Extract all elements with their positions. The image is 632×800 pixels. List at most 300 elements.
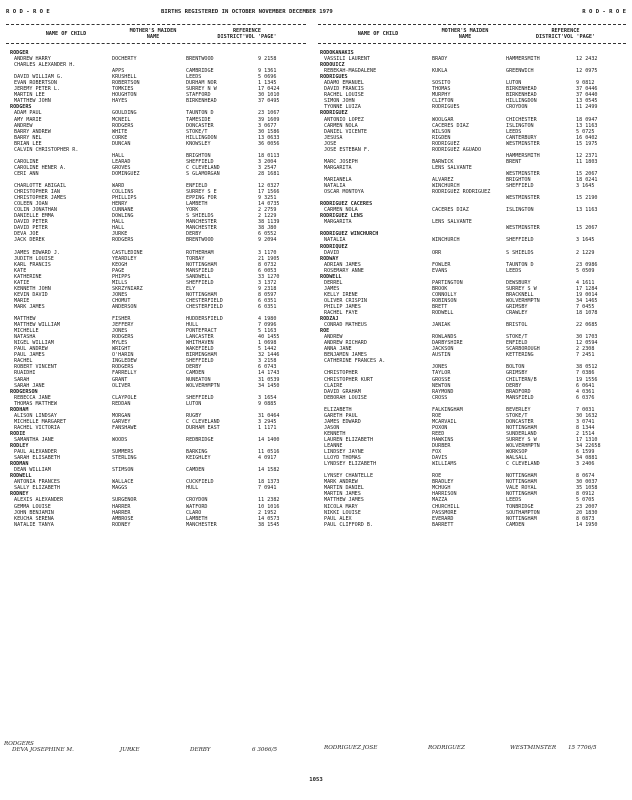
vol-page: 35 1058 [576,485,598,492]
col-reference: REFERENCE [551,28,580,34]
vol-page: 37 0440 [576,92,598,99]
vol-page: 39 1609 [258,116,280,123]
mothers-maiden-name: CLAYPOLE [112,394,137,401]
mothers-maiden-name: RIGDEN [432,134,451,141]
child-name: RODRIQUEZ [320,243,348,250]
child-name: KEUCHA SERENA [14,515,54,522]
child-name: KATIE [14,279,30,286]
mothers-maiden-name: HAWKINS [432,437,454,443]
mothers-maiden-name: JURKE [112,231,128,238]
child-name: NATALIA [324,183,346,190]
mothers-maiden-name: AUSTIN [432,352,451,359]
mothers-maiden-name: DAVIS [432,455,448,462]
vol-page: 30 1586 [258,128,280,135]
vol-page: 6 0351 [258,303,277,310]
vol-page: 22 0685 [576,322,598,329]
district: HULL [186,322,199,329]
child-name: PAUL ANDREW [14,346,48,353]
district: WORKSOP [506,449,528,456]
child-name: ANDREW HARRY [14,56,51,63]
vol-page: 38 0512 [576,364,598,371]
handwritten-right-entry [318,741,628,761]
vol-page: 38 1139 [258,219,280,226]
district: WESTMINSTER [506,140,540,147]
mothers-maiden-name: CUNNANE [112,207,134,214]
district: NUNEATON [186,376,211,383]
mothers-maiden-name: FANSHAWE [112,424,137,431]
mothers-maiden-name: EVANS [432,267,448,274]
mothers-maiden-name: SUMMERS [112,449,134,456]
vol-page: 3 1170 [258,249,277,256]
district: HILLINGDON [506,98,537,105]
child-name: RODNEY [10,491,29,498]
district: CHICHESTER [506,116,537,123]
vol-page: 8 0912 [576,491,595,498]
vol-page: 8 0597 [258,291,277,298]
child-name: JOSE ESTEBAN F. [324,146,371,153]
vol-page: 34 0881 [576,455,598,462]
mothers-maiden-name: ANDERSON [112,303,137,310]
vol-page: 10 1016 [258,503,280,510]
district: MANCHESTER [186,521,217,528]
mothers-maiden-name: RODRIGUEZ RODRIGUEZ [432,189,491,196]
child-name: REBECCA JANE [14,394,51,401]
district: STOKE/T [506,412,528,419]
district: SOUTHAMPTON [506,509,540,516]
child-name: DAVID PETER [14,219,48,226]
district: NOTTINGHAM [506,479,537,486]
vol-page: 2 2308 [576,346,595,353]
mothers-maiden-name: ROBINSON [432,297,457,304]
district: CHESTERFIELD [186,297,223,304]
child-name: KENNETH [324,430,346,437]
child-name: CARMEN NOLA [324,122,358,129]
vol-page: 1 1345 [258,80,277,87]
vol-page: 9 3251 [258,195,277,202]
child-name: NATALIA [324,237,346,244]
vol-page: 5 1163 [258,328,277,335]
mothers-maiden-name: PARTINGTON [432,279,463,286]
vol-page: 30 1703 [576,334,598,341]
mothers-maiden-name: MILLS [112,279,128,286]
vol-page: 18 0241 [576,176,598,183]
mothers-maiden-name: JONES [112,328,128,335]
mothers-maiden-name: TOMKIES [112,86,134,93]
vol-page: 37 0446 [576,86,598,93]
vol-page: 34 22658 [576,443,601,450]
vol-page: 6 0053 [258,267,277,274]
mothers-maiden-name: ROBERTSON [112,80,140,87]
child-name: LLOYD THOMAS [324,455,361,462]
vol-page: 3 1654 [258,394,277,401]
mothers-maiden-name: WINCHURCH [432,237,460,244]
district: LUTON [186,400,202,407]
mothers-maiden-name: RODGERS [112,237,134,244]
vol-page: 32 1446 [258,352,280,359]
child-name: RODRIGUEZ CACERES [320,201,373,208]
vol-page: 20 1830 [576,509,598,516]
district: STAFFORD [186,92,211,99]
district: DONCASTER [186,122,214,129]
child-name: RODOUICZ [320,62,345,69]
child-name: CHRISTOPHER KURT [324,376,374,383]
vol-page: 6 0743 [258,364,277,371]
vol-page: 3 2945 [258,418,277,425]
mothers-maiden-name: REED [432,430,445,437]
child-name: DAVID WILLIAM G. [14,74,64,81]
right-column-header [318,24,626,44]
hand-ref: 6 3066/5 [252,747,278,753]
left-entries-column [10,50,310,528]
district: WALSALL [506,455,528,462]
mothers-maiden-name: GROSSE [432,376,451,383]
district: SURREY S E [186,189,217,196]
col-district-vol-page: DISTRICT'VOL 'PAGE' [217,34,277,40]
district: TONBRIDGE [506,503,534,510]
vol-page: 4 0361 [576,388,595,395]
child-name: CLAIRE [324,382,343,389]
child-name: COLEEN JOAN [14,201,48,208]
vol-page: 2 1229 [258,213,277,220]
child-name: SARAH [14,376,30,383]
district: BRADFORD [506,388,531,395]
vol-page: 11 2499 [576,104,598,111]
mothers-maiden-name: CLIFTON [432,98,454,105]
district: BIRKENHEAD [186,98,217,105]
vol-page: 30 0037 [576,479,598,486]
district: ELY [186,285,196,292]
mothers-maiden-name: YEARDLEY [112,255,137,262]
child-name: RODWELL [10,473,32,480]
mothers-maiden-name: JEFFERY [112,322,134,329]
child-name: RODIE [10,430,26,437]
child-name: ELIZABETH [324,406,352,413]
child-name: JAMES EDWARD J. [14,249,61,256]
mothers-maiden-name: RODWELL [432,310,454,317]
mothers-maiden-name: DOWLING [112,213,134,220]
district: WAKEFIELD [186,346,214,353]
col-maiden-name: NAME [458,34,472,40]
vol-page: 17 0424 [258,86,280,93]
mothers-maiden-name: HALL [112,225,125,232]
mothers-maiden-name: FOWLER [432,261,451,268]
child-name: ANTONIA FRANCES [14,479,61,486]
mothers-maiden-name: PAGE [112,267,125,274]
child-name: RODLEY [10,443,29,450]
vol-page: 3 0741 [576,418,595,425]
district: WESTMINSTER [506,170,540,177]
mothers-maiden-name: RODGERS [112,334,134,341]
child-name: LYNSEY CHANTELLE [324,473,374,480]
mothers-maiden-name: PHILLIPS [112,195,137,202]
mothers-maiden-name: DOMINGUEZ [112,170,140,177]
mothers-maiden-name: LENS SALVANTE [432,219,472,226]
child-name: EVAN ROBERTSON [14,80,57,87]
district: WOLVERHMPTN [506,443,540,450]
district: EPPING FOR [186,195,217,202]
vol-page: 38 J80 [258,225,277,232]
district: CHILTERN/B [506,376,537,383]
child-name: RODGER [10,50,29,56]
child-name: JESUSA [324,134,343,141]
district: SHEFFIELD [186,358,214,365]
child-name: CHRISTOPHER [324,370,358,377]
vol-page: 3 2158 [258,358,277,365]
mothers-maiden-name: KEOGH [112,261,128,268]
child-name: RACHEL VICTORIA [14,424,61,431]
vol-page: 7 0455 [576,303,595,310]
district: S SHIELDS [186,213,214,220]
child-name: MARGARITA [324,219,352,226]
header-title: BIRTHS REGISTERED IN OCTOBER NOVEMBER DECEMBER 1979 [161,9,333,15]
mothers-maiden-name: CACERES DIAZ [432,122,469,129]
child-name: LEANNE [324,443,343,450]
district: SHEFFIELD [186,394,214,401]
mothers-maiden-name: NEWTON [432,382,451,389]
vol-page: 14 1400 [258,437,280,443]
district: LAMBETH [186,515,208,522]
district: C CLEVELAND [186,164,220,171]
district: NOTTINGHAM [506,491,537,498]
mothers-maiden-name: WOODS [112,437,128,443]
mothers-maiden-name: BRETT [432,303,448,310]
mothers-maiden-name: DOCHERTY [112,56,137,63]
vol-page: 14 1582 [258,467,280,474]
district: DEWSBURY [506,279,531,286]
vol-page: 19 0014 [576,291,598,298]
vol-page: 15 2067 [576,170,598,177]
district: SHEFFIELD [186,158,214,165]
district: DURHAM NOR [186,80,217,87]
vol-page: 31 0539 [258,376,280,383]
vol-page: 7 0031 [576,406,595,413]
mothers-maiden-name: LEARAD [112,158,131,165]
mothers-maiden-name: ROE [432,412,442,419]
hand-child-name: RODRIGUEZ JOSE [324,745,378,751]
vol-page: 8 0873 [576,515,595,522]
child-name: NICOLA MARY [324,503,358,510]
child-name: RODMAN [10,461,29,468]
district: KNOWSLEY [186,140,211,147]
vol-page: 5 0696 [258,74,277,81]
mothers-maiden-name: MAZZA [432,497,448,504]
district: DERBY [186,231,202,238]
child-name: RODWELL [320,273,342,280]
child-name: RODWAY [320,255,339,262]
vol-page: 13 1163 [576,122,598,129]
child-name: CONRAD MATHEUS [324,322,367,329]
mothers-maiden-name: DURBER [432,443,451,450]
child-name: NIGEL WILLIAM [14,340,54,347]
district: DURHAM EAST [186,424,220,431]
vol-page: 9 0812 [576,80,595,87]
district: BEVERLEY [506,406,531,413]
vol-page: 14 0735 [258,201,280,208]
district: SHEFFIELD [506,237,534,244]
district: BIRKENHEAD [506,86,537,93]
mothers-maiden-name: CASTLEDINE [112,249,143,256]
mothers-maiden-name: MURPHY [432,92,451,99]
hand-maiden: RODRIGUEZ [428,745,465,751]
child-name: DANIEL VICENTE [324,128,367,135]
vol-page: 4 0917 [258,455,277,462]
district: BRENTWOOD [186,56,214,63]
vol-page: 12 0594 [576,340,598,347]
vol-page: 1 1171 [258,424,277,431]
vol-page: 12 0327 [258,183,280,190]
col-mothers-maiden: MOTHER'S MAIDEN [441,28,489,34]
vol-page: 28 1681 [258,170,280,177]
child-name: RODGERSON [10,388,38,395]
mothers-maiden-name: PHIPPS [112,273,131,280]
mothers-maiden-name: BROOK [432,285,448,292]
left-column-header [6,24,306,44]
mothers-maiden-name: STERLING [112,455,137,462]
child-name: CAROLINE HENER A. [14,164,67,171]
child-name: SARAH ELISABETH [14,455,61,462]
child-name: DEBORAH LOUISE [324,394,367,401]
mothers-maiden-name: GRANT [112,376,128,383]
vol-page: 18 0113 [258,152,280,159]
child-name: MICHELLE MARGARET [14,418,67,425]
vol-page: 13 0545 [576,98,598,105]
mothers-maiden-name: GOULDING [112,110,137,117]
child-name: JACK DEREK [14,237,45,244]
child-name: BARRY NEL [14,134,42,141]
district: SUNDERLAND [506,430,537,437]
district: LEEDS [506,128,522,135]
hand-ref: 15 7706/5 [568,745,597,751]
mothers-maiden-name: FISHER [112,316,131,323]
vol-page: 13 1163 [576,207,598,214]
vol-page: 6 0641 [576,382,595,389]
district: MANSFIELD [506,394,534,401]
vol-page: 7 0941 [258,485,277,492]
vol-page: 5 0725 [576,128,595,135]
child-name: OSCAR MONTOYA [324,189,364,196]
mothers-maiden-name: JONES [432,364,448,371]
child-name: MARC JOSEPH [324,158,358,165]
vol-page: 3 2547 [258,164,277,171]
district: WOLVERHMPTN [506,297,540,304]
mothers-maiden-name: BARRETT [432,521,454,528]
district: BRENTWOOD [186,237,214,244]
child-name: DAVID GRAHAM [324,388,361,395]
child-name: JEREMY PETER L. [14,86,61,93]
child-name: ADRIAN JAMES [324,261,361,268]
child-name: MATTHEW JOHN [14,98,51,105]
vol-page: 9 2318 [258,285,277,292]
district: HUDDERSFIELD [186,316,223,323]
vol-page: 14 1743 [258,370,280,377]
vol-page: 8 1344 [576,424,595,431]
mothers-maiden-name: FARRELLY [112,370,137,377]
district: BRIGHTON [506,176,531,183]
district: BIRKENHEAD [506,92,537,99]
district: ROTHERHAM [186,249,214,256]
district: WHITHAVEN [186,340,214,347]
child-name: ADAM PAUL [14,110,42,117]
mothers-maiden-name: MYLES [112,340,128,347]
vol-page: 38 1545 [258,521,280,528]
district: CROYDON [186,497,208,504]
district: SANDWELL [186,273,211,280]
district: CLARO [186,509,202,516]
mothers-maiden-name: AMBROSE [112,515,134,522]
child-name: RUAIDHI [14,370,36,377]
child-name: CERI ANN [14,170,39,177]
vol-page: 9 2158 [258,56,277,63]
mothers-maiden-name: HARRISON [432,491,457,498]
page-number: 1053 [309,777,323,783]
mothers-maiden-name: HARRER [112,503,131,510]
vol-page: 4 1980 [258,316,277,323]
district: HAMMERSMITH [506,152,540,159]
child-name: JAMES EDWARD [324,418,361,425]
child-name: RODZAJ [320,316,339,323]
mothers-maiden-name: CROSS [432,394,448,401]
child-name: COLIN JONATHAN [14,207,57,214]
child-name: CALVIN CHRISTOPHER R. [14,146,79,153]
mothers-maiden-name: GARVEY [112,418,131,425]
district: WESTMINSTER [506,195,540,202]
header-left-range: R O D - R O E [6,9,50,15]
col-mothers-maiden: MOTHER'S MAIDEN [129,28,177,34]
vol-page: 18 1373 [258,479,280,486]
mothers-maiden-name: WILLIAMS [432,461,457,468]
vol-page: 7 0996 [258,322,277,329]
vol-page: 37 0495 [258,98,280,105]
header-right-range: R O D - R O E [582,9,626,15]
vol-page: 30 1632 [576,412,598,419]
child-name: RODGERS [10,104,32,111]
child-name: MICHELLE [14,328,39,335]
vol-page: 2 1514 [576,430,595,437]
mothers-maiden-name: SOSITO [432,80,451,87]
district: STOKE/T [506,334,528,341]
child-name: DEVA JOE [14,231,39,238]
child-name: ROE [320,328,330,335]
mothers-maiden-name: WILSON [432,128,451,135]
district: YORK [186,207,199,214]
vol-page: 6 0552 [258,231,277,238]
mothers-maiden-name: HALL [112,219,125,226]
child-name: ALISON LINDSAY [14,412,57,419]
mothers-maiden-name: WARD [112,183,125,190]
child-name: ANNA JANE [324,346,352,353]
vol-page: 15 2067 [576,225,598,232]
child-name: KEVIN DAVID [14,291,48,298]
district: CAMDEN [186,370,205,377]
vol-page: 5 0509 [576,267,595,274]
district: REDBRIDGE [186,437,214,443]
child-name: PAUL JAMES [14,352,45,359]
district: SURREY N W [186,86,217,93]
vol-page: 21 1905 [258,255,280,262]
vol-page: 6 0376 [576,394,595,401]
child-name: JOHN BENJAMIN [14,509,54,516]
vol-page: 36 0056 [258,140,280,147]
hand-maiden: JURKE [120,747,140,753]
child-name: LAUREN ELIZABETH [324,437,374,443]
page-header [6,9,626,19]
vol-page: 12 2371 [576,152,598,159]
mothers-maiden-name: MCARVAIL [432,418,457,425]
mothers-maiden-name: STIMSON [112,467,134,474]
col-district-vol-page: DISTRICT'VOL 'PAGE' [535,34,596,40]
mothers-maiden-name: ORR [432,249,442,256]
vol-page: 5 0705 [576,497,595,504]
